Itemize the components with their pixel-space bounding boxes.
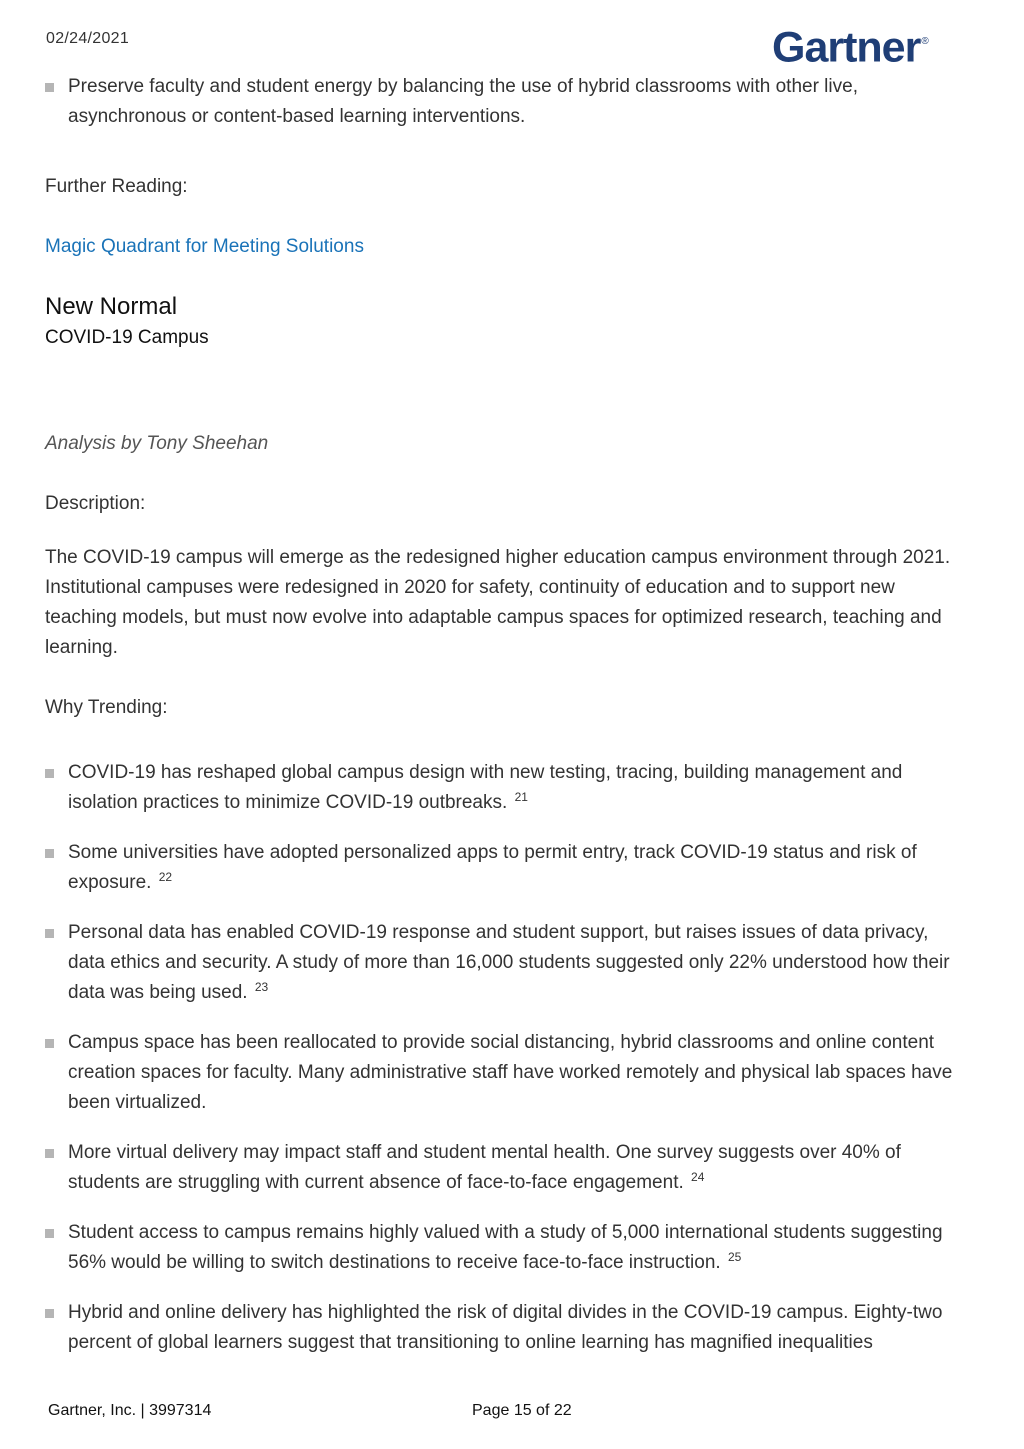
square-bullet-icon (45, 1229, 54, 1238)
bullet-text: COVID-19 has reshaped global campus design with new testing, tracing, building management and isolation practices to minimize COVID-19 outbreaks. (68, 762, 903, 813)
list-item (45, 1028, 965, 1118)
bullet-text: Personal data has enabled COVID-19 response and student support, but raises issues of data privacy, data ethics and security. A study of more than 16,000 students suggested only 22% understood how their data was being used. (68, 922, 950, 1003)
footnote-ref[interactable]: 24 (691, 1169, 705, 1184)
description-paragraph: The COVID-19 campus will emerge as the redesigned higher education campus environment through 2021. Institutional campuses were redesigned in 2020 for safety, continuity of education and to support new teaching models, but must now evolve into adaptable campus spaces for optimized research, teaching and learning. (45, 547, 951, 658)
further-reading-link[interactable]: Magic Quadrant for Meeting Solutions (45, 236, 364, 257)
footnote-ref[interactable]: 25 (727, 1249, 742, 1264)
bullet-text: Some universities have adopted personalized apps to permit entry, track COVID-19 status and risk of exposure. (68, 842, 917, 893)
square-bullet-icon (45, 929, 54, 938)
why-trending-list (45, 758, 965, 1358)
bullet-text: Hybrid and online delivery has highlighted the risk of digital divides in the COVID-19 campus. Eighty-two percent of global learners suggest that transitioning to online learning has magnified inequalities (68, 1302, 943, 1353)
footnote-ref[interactable]: 23 (254, 979, 269, 994)
bullet-text: Student access to campus remains highly valued with a study of 5,000 international students suggesting 56% would be willing to switch destinations to receive face-to-face instruction. (68, 1222, 943, 1273)
registered-mark: ® (921, 36, 928, 47)
list-item (45, 1298, 965, 1358)
bullet-text: Preserve faculty and student energy by balancing the use of hybrid classrooms with other live, asynchronous or content-based learning interventions. (68, 76, 858, 127)
square-bullet-icon (45, 83, 54, 92)
further-reading-link-row (45, 232, 965, 262)
gartner-logo (772, 18, 927, 73)
square-bullet-icon (45, 1039, 54, 1048)
square-bullet-icon (45, 849, 54, 858)
why-trending-heading: Why Trending: (45, 697, 168, 718)
section-title: New Normal (45, 293, 178, 320)
list-item (45, 1138, 965, 1198)
description-heading: Description: (45, 493, 146, 514)
square-bullet-icon (45, 1149, 54, 1158)
list-item (45, 1218, 965, 1278)
section-subtitle: COVID-19 Campus (45, 327, 209, 348)
footer-company-id: Gartner, Inc. | 3997314 (48, 1402, 212, 1419)
bullet-text: More virtual delivery may impact staff and student mental health. One survey suggests over 40% of students are struggling with current absence of face-to-face engagement. (68, 1142, 901, 1193)
page-number: Page 15 of 22 (472, 1402, 572, 1419)
square-bullet-icon (45, 769, 54, 778)
footnote-ref[interactable]: 22 (158, 869, 173, 884)
list-item (45, 72, 965, 132)
document-date: 02/24/2021 (46, 30, 130, 47)
footnote-ref[interactable]: 21 (514, 789, 528, 804)
analysis-byline: Analysis by Tony Sheehan (45, 433, 269, 454)
logo-text: Gartner (772, 23, 921, 72)
list-item (45, 838, 965, 898)
square-bullet-icon (45, 1309, 54, 1318)
bullet-text: Campus space has been reallocated to provide social distancing, hybrid classrooms and online content creation spaces for faculty. Many administrative staff have worked remotely and physical lab spaces have been virtualized. (68, 1032, 953, 1113)
intro-bullet-list (45, 72, 965, 132)
further-reading-heading: Further Reading: (45, 176, 188, 197)
main-content (45, 72, 965, 1358)
list-item (45, 758, 965, 818)
list-item (45, 918, 965, 1008)
